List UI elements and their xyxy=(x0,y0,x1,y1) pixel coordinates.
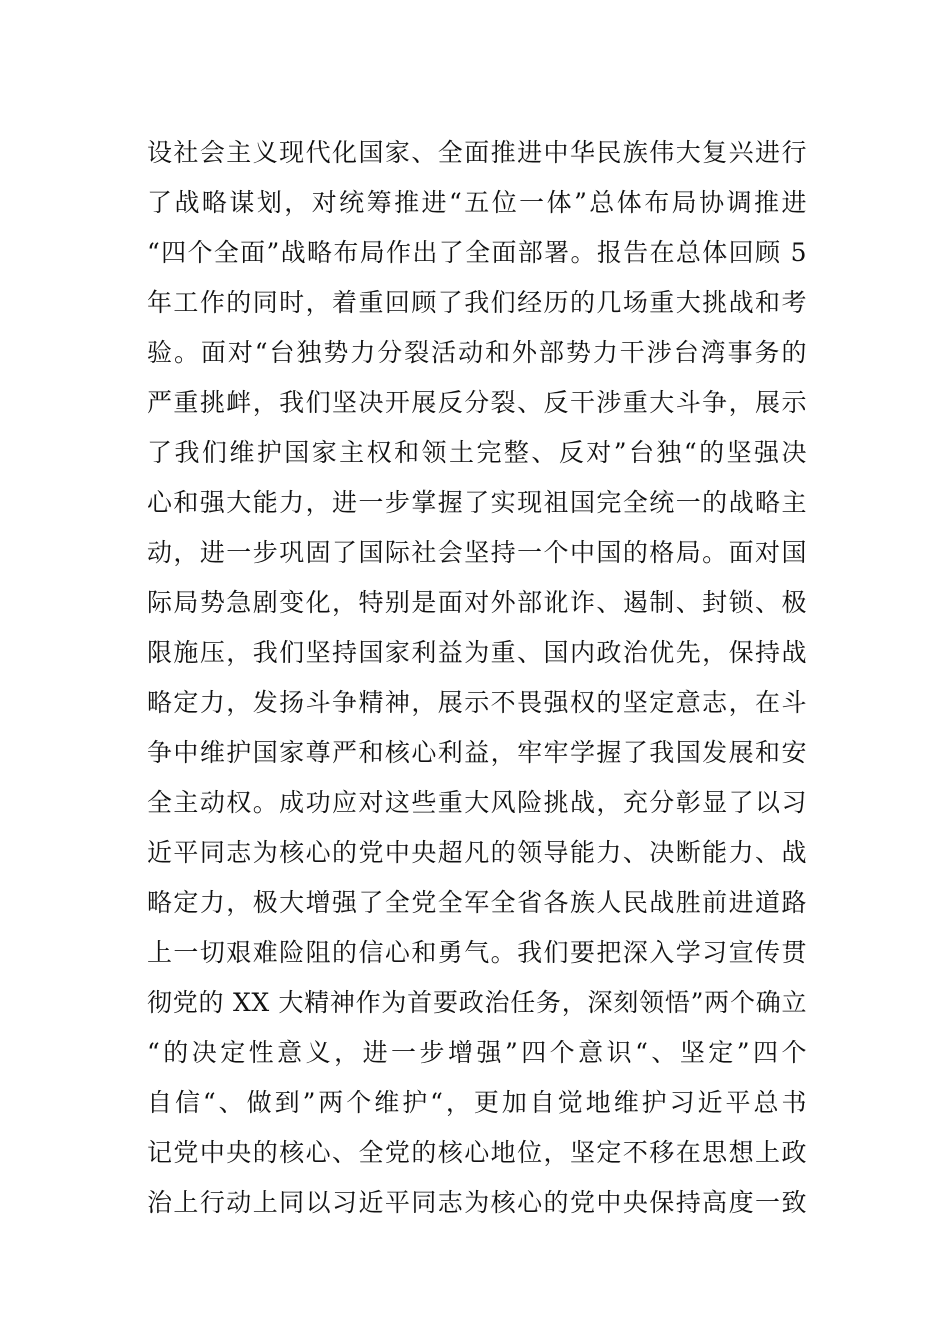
text-line: 设社会主义现代化国家、全面推进中华民族伟大复兴进行 xyxy=(147,138,807,167)
text-line: “四个全面”战略布局作出了全面部署。报告在总体回顾 5 xyxy=(147,238,807,267)
text-line: 了战略谋划，对统筹推进“五位一体”总体布局协调推进 xyxy=(147,188,807,217)
text-line: 记党中央的核心、全党的核心地位，坚定不移在思想上政 xyxy=(147,1138,807,1167)
text-line: 心和强大能力，进一步掌握了实现祖国完全统一的战略主 xyxy=(147,488,807,517)
text-line: 际局势急剧变化，特别是面对外部讹诈、遏制、封锁、极 xyxy=(147,588,807,617)
text-line: 彻党的 XX 大精神作为首要政治任务，深刻领悟”两个确立 xyxy=(147,988,807,1017)
text-line: 治上行动上同以习近平同志为核心的党中央保持高度一致 xyxy=(147,1188,807,1217)
text-line: “的决定性意义，进一步增强”四个意识“、坚定”四个 xyxy=(147,1038,807,1067)
text-line: 自信“、做到”两个维护“，更加自觉地维护习近平总书 xyxy=(147,1088,807,1117)
text-line: 限施压，我们坚持国家利益为重、国内政治优先，保持战 xyxy=(147,638,807,667)
text-line: 争中维护国家尊严和核心利益，牢牢学握了我国发展和安 xyxy=(147,738,807,767)
text-line: 验。面对“台独势力分裂活动和外部势力干涉台湾事务的 xyxy=(147,338,807,367)
text-line: 年工作的同时，着重回顾了我们经历的几场重大挑战和考 xyxy=(147,288,807,317)
text-line: 严重挑衅，我们坚决开展反分裂、反干涉重大斗争，展示 xyxy=(147,388,807,417)
text-line: 近平同志为核心的党中央超凡的领导能力、决断能力、战 xyxy=(147,838,807,867)
text-line: 动，进一步巩固了国际社会坚持一个中国的格局。面对国 xyxy=(147,538,807,567)
body-text xyxy=(147,128,807,1228)
text-line: 略定力，发扬斗争精神，展示不畏强权的坚定意志，在斗 xyxy=(147,688,807,717)
text-line: 略定力，极大增强了全党全军全省各族人民战胜前进道路 xyxy=(147,888,807,917)
text-line: 上一切艰难险阻的信心和勇气。我们要把深入学习宣传贯 xyxy=(147,938,807,967)
text-line: 了我们维护国家主权和领土完整、反对”台独“的坚强决 xyxy=(147,438,807,467)
text-line: 全主动权。成功应对这些重大风险挑战，充分彰显了以习 xyxy=(147,788,807,817)
